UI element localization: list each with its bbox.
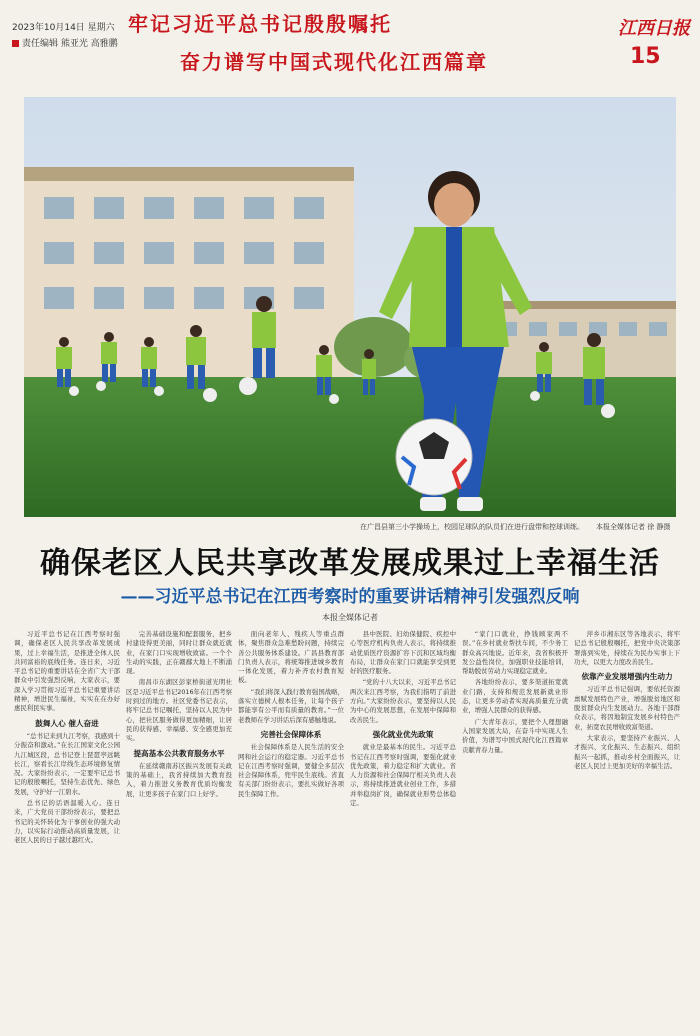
article-paragraph: 习近平总书记在江西考察时强调，确保老区人民共享改革发展成果，过上幸福生活，是推进全体人民共同富裕的底线任务。连日来，习近平总书记的重要讲话在全省广大干部群众中引发强烈反响，大家表示，要深入学习贯彻习近平总书记重要讲话精神，增进民生福祉，实实在在办好惠民利民实事。 — [14, 630, 120, 713]
article-paragraph: “家门口就业，挣钱顾家两不误。”在乡村就业帮扶车间，不少务工群众高兴地说。近年来，我省积极开发公益性岗位，加强职业技能培训，帮助脱贫劳动力实现稳定就业。 — [462, 630, 568, 676]
article-paragraph: 习近平总书记强调，要依托资源禀赋发展特色产业，增强脱贫地区和脱贫群众内生发展动力。各地干部群众表示，将因地制宜发展乡村特色产业，拓宽农民增收致富渠道。 — [574, 685, 680, 731]
section-heading: 强化就业优先政策 — [372, 729, 434, 739]
red-square-icon — [12, 40, 19, 47]
article-column-2 — [126, 630, 232, 1028]
section-heading: 完善社会保障体系 — [260, 729, 322, 739]
photo-caption: 在广昌县第三小学操场上，校园足球队的队员们在进行盘带和控球训练。 — [360, 523, 584, 531]
section-heading: 提高基本公共教育服务水平 — [133, 748, 225, 758]
article-paragraph: 社会保障体系是人民生活的安全网和社会运行的稳定器。习近平总书记在江西考察时强调，要健全多层次社会保障体系，兜牢民生底线。省直有关部门纷纷表示，要扎实做好各项民生保障工作。 — [238, 743, 344, 798]
article-paragraph: “我们将深入践行教育强国战略，落实立德树人根本任务，让每个孩子都能享有公平而有质量的教育。”一位老教师在学习讲话后深有感触地说。 — [238, 687, 344, 724]
article-column-3 — [238, 630, 344, 1028]
article-paragraph: 总书记的话语温暖人心。连日来，广大党员干部纷纷表示，要把总书记的关怀转化为干事创业的强大动力，以实际行动推动高质量发展，让老区人民的日子越过越红火。 — [14, 799, 120, 845]
article-paragraph: 面向老年人、残疾人等重点群体，聚焦群众急难愁盼问题，持续完善公共服务体系建设。广昌县教育部门负责人表示，将统筹推进城乡教育一体化发展，着力补齐农村教育短板。 — [238, 630, 344, 685]
article-paragraph: 萍乡市湘东区等各地表示，将牢记总书记殷殷嘱托，把党中央决策部署落到实处，持续在为民办实事上下功夫，以更大力度改善民生。 — [574, 630, 680, 666]
section-heading: 依靠产业发展增强内生动力 — [581, 672, 673, 682]
editors-text: 责任编辑 熊亚光 高雅鹏 — [22, 39, 118, 49]
photo-illustration — [24, 97, 676, 517]
football-training-photo — [24, 97, 676, 517]
editors-line — [12, 36, 118, 49]
article-column-4 — [350, 630, 456, 1028]
page-headline-line2: 奋力谱写中国式现代化江西篇章 — [180, 50, 488, 74]
article-paragraph: “总书记来到九江考察，我感到十分振奋和激动。”在长江国家文化公园九江城区段，总书记登上琵琶亭远眺长江，察看长江岸线生态环境修复情况。大家纷纷表示，一定要牢记总书记的殷殷嘱托，坚持生态优先、绿色发展，守护好一江碧水。 — [14, 731, 120, 796]
article-byline: 本报全媒体记者 — [322, 613, 378, 622]
article-paragraph: 在延续赣南苏区振兴发展有关政策的基础上，我省持续加大教育投入，着力推进义务教育优质均衡发展，让更多孩子在家门口上好学。 — [126, 761, 232, 798]
article-title: 确保老区人民共享改革发展成果过上幸福生活 — [40, 546, 660, 581]
article-paragraph: 各地纷纷表示，要多渠道拓宽就业门路，支持和规范发展新就业形态，让更多劳动者实现高质量充分就业，增强人民群众的获得感。 — [462, 678, 568, 715]
article-paragraph: 广大青年表示，要把个人理想融入国家发展大局，在奋斗中实现人生价值，为谱写中国式现代化江西篇章贡献青春力量。 — [462, 717, 568, 754]
article-paragraph: 就业是最基本的民生。习近平总书记在江西考察时强调，要强化就业优先政策，着力稳定和扩大就业。省人力资源和社会保障厅相关负责人表示，将持续推进就业创业工作，多措并举稳岗扩岗，确保就业形势总体稳定。 — [350, 743, 456, 808]
page-number: 15 — [630, 44, 661, 69]
article-paragraph: 县中医院、妇幼保健院、疾控中心等医疗机构负责人表示，将持续推动优质医疗资源扩容下沉和区域均衡布局，让群众在家门口就能享受到更好的医疗服务。 — [350, 630, 456, 676]
article-paragraph: 完善基础设施和配套服务，把乡村建设得更美丽，同时让群众就近就业，在家门口实现增收致富。一个个生动的实践，正在赣鄱大地上不断涌现。 — [126, 630, 232, 676]
newspaper-logo: 江西日报 — [618, 18, 690, 39]
article-column-6 — [574, 630, 680, 1028]
page-headline-line1: 牢记习近平总书记殷殷嘱托 — [128, 12, 392, 36]
article-column-1 — [14, 630, 120, 1028]
article-column-5 — [462, 630, 568, 1028]
masthead — [0, 0, 700, 96]
section-heading: 鼓舞人心 催人奋进 — [35, 718, 99, 728]
article-paragraph: 南昌市东湖区彭家桥街道光明社区是习近平总书记2016年在江西考察时到过的地方。社区党委书记表示，将牢记总书记嘱托，坚持以人民为中心，把社区服务做得更加精细，让居民的获得感、幸福感、安全感更加充实。 — [126, 678, 232, 743]
article-paragraph: “党的十八大以来，习近平总书记两次来江西考察，为我们指明了前进方向。”大家纷纷表示，要坚持以人民为中心的发展思想，在发展中保障和改善民生。 — [350, 678, 456, 724]
article-subtitle: ——习近平总书记在江西考察时的重要讲话精神引发强烈反响 — [120, 587, 580, 607]
article-paragraph: 大家表示，要坚持产业振兴、人才振兴、文化振兴、生态振兴、组织振兴一起抓，推动乡村全面振兴，让老区人民过上更加美好的幸福生活。 — [574, 733, 680, 770]
issue-date: 2023年10月14日 星期六 — [12, 23, 115, 33]
photo-credit: 本报全媒体记者 徐 静摄 — [596, 523, 671, 531]
